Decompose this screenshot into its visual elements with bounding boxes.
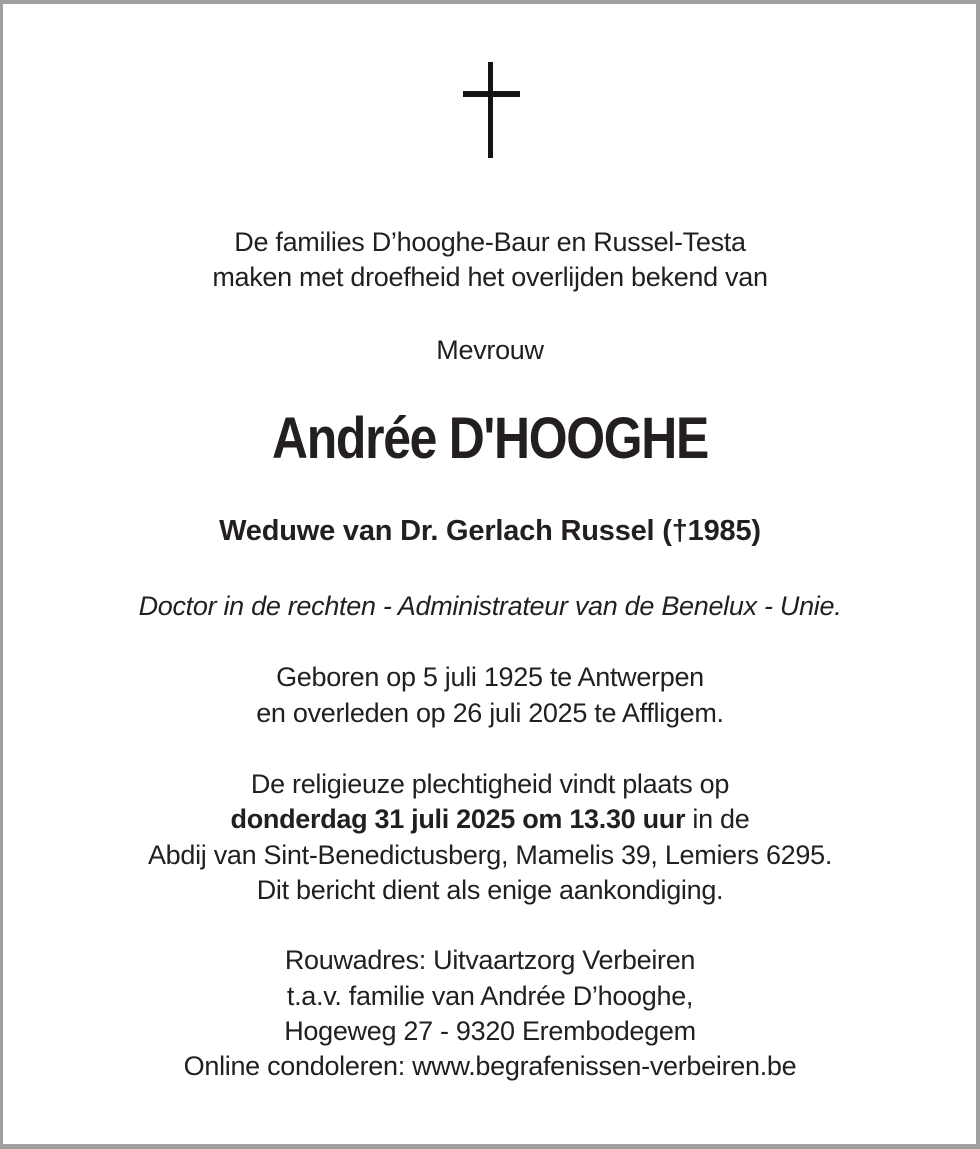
death-line: en overleden op 26 juli 2025 te Affligem. [256,698,724,728]
ceremony-datetime: donderdag 31 juli 2025 om 13.30 uur [230,804,686,834]
salutation: Mevrouw [436,335,544,365]
ceremony-datetime-line [0,801,980,837]
contact-line-4: Online condoleren: www.begrafenissen-verbeiren.be [183,1051,797,1081]
announcement-line-2: maken met droefheid het overlijden bekend van [212,262,768,292]
contact-line-2: t.a.v. familie van Andrée D’hooghe, [286,981,694,1011]
profession: Doctor in de rechten - Administrateur van de Benelux - Unie. [138,591,842,621]
ceremony-intro: De religieuze plechtigheid vindt plaats op [250,769,730,799]
ceremony-datetime-suffix: in de [685,804,750,834]
cross-vertical-bar [488,62,493,158]
birth-line: Geboren op 5 juli 1925 te Antwerpen [276,662,704,692]
ceremony-note: Dit bericht dient als enige aankondiging. [256,875,724,905]
contact-line-3: Hogeweg 27 - 9320 Erembodegem [284,1016,696,1046]
cross-icon [463,62,520,158]
contact-line-1: Rouwadres: Uitvaartzorg Verbeiren [284,945,696,975]
ceremony-location: Abdij van Sint-Benedictusberg, Mamelis 39, Lemiers 6295. [147,840,833,870]
announcement-line-1: De families D’hooghe-Baur en Russel-Testa [234,227,746,257]
widow-of: Weduwe van Dr. Gerlach Russel (†1985) [219,515,761,547]
deceased-name: Andrée D'HOOGHE [272,406,708,471]
cross-horizontal-bar [463,91,520,97]
